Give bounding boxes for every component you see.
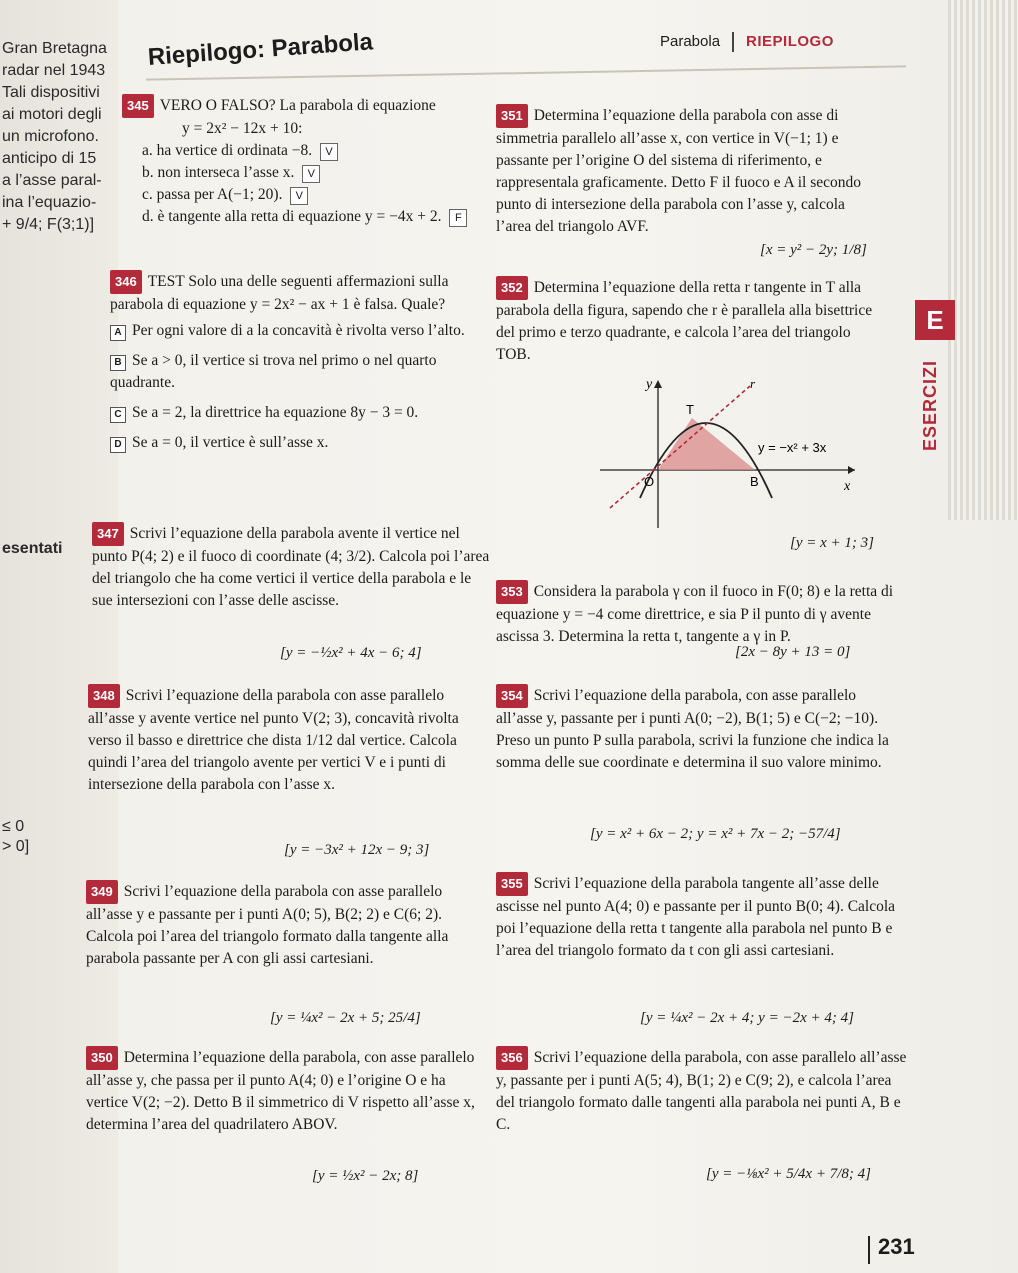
exercise-number: 356	[496, 1046, 528, 1070]
margin-fragment: ina l’equazio-	[2, 194, 97, 211]
exercise-intro: TEST Solo una delle seguenti affermazioni sulla parabola di equazione y = 2x² − ax + 1 è falsa. Quale?	[110, 273, 449, 313]
exercise-number: 345	[122, 94, 154, 118]
exercise-number: 355	[496, 872, 528, 896]
option[interactable]: A Per ogni valore di a la concavità è rivolta verso l’alto.	[110, 320, 485, 342]
point-T-label: T	[686, 402, 694, 417]
margin-fragment: Tali dispositivi	[2, 84, 100, 101]
exercise-350	[86, 1046, 486, 1136]
margin-fragment: Gran Bretagna	[2, 40, 107, 57]
margin-fragment: radar nel 1943	[2, 62, 106, 79]
margin-fragment: ≤ 0	[2, 818, 25, 835]
line-r-label: r	[750, 378, 756, 391]
exercise-number: 351	[496, 104, 528, 128]
running-header	[660, 32, 834, 52]
exercise-text: Determina l’equazione della parabola con asse di simmetria parallelo all’asse x, con vertice in V(−1; 1) e passante per l’origine O del sistema di riferimento, e rappresentala graficamente. Detto F il fuoco e A il secondo punto di intersezione della parabola con l’asse y, calcola l’area del triangolo AVF.	[496, 107, 861, 235]
margin-fragment: > 0]	[2, 838, 30, 855]
true-checkbox[interactable]: V	[320, 143, 338, 161]
answer: [y = ¼x² − 2x + 5; 25/4]	[270, 1010, 421, 1026]
exercise-text: Determina l’equazione della parabola, con asse parallelo all’asse y, che passa per il punto A(4; 0) e l’origine O e ha vertice V(2; −2). Detto B il simmetrico di V rispetto all’asse x, determina l’area del quadrilatero ABOV.	[86, 1049, 475, 1133]
exercise-text: Scrivi l’equazione della parabola, con asse parallelo all’asse y, passante per i punti A(5; 4), B(1; 2) e C(9; 2), e calcola l’area del triangolo formato dalle tangenti alla parabola nei punti A, B e C.	[496, 1049, 907, 1133]
answer: [y = x + 1; 3]	[790, 535, 874, 551]
true-checkbox[interactable]: V	[290, 187, 308, 205]
statement-item: a. ha vertice di ordinata −8. V	[122, 140, 492, 162]
statement-item: d. è tangente alla retta di equazione y = −4x + 2. F	[122, 206, 492, 228]
answer: [y = ½x² − 2x; 8]	[312, 1168, 419, 1184]
exercise-349	[86, 880, 486, 970]
header-section: Parabola	[660, 32, 721, 50]
answer: [y = −3x² + 12x − 9; 3]	[284, 842, 430, 858]
side-tab	[915, 350, 955, 470]
exercise-number: 347	[92, 522, 124, 546]
answer: [2x − 8y + 13 = 0]	[735, 644, 851, 660]
page-number: 231	[878, 1234, 915, 1259]
x-axis-label: x	[844, 479, 851, 494]
exercise-text: Determina l’equazione della retta r tangente in T alla parabola della figura, sapendo che r è parallela alla bisettrice del primo e terzo quadrante, e calcola l’area del triangolo TOB.	[496, 279, 873, 363]
margin-fragment: a l’asse paral-	[2, 172, 102, 189]
exercise-text: Scrivi l’equazione della parabola tangente all’asse delle ascisse nel punto A(4; 0) e passante per il punto B(0; 4). Calcola poi l’equazione della retta t tangente alla parabola nel punto B e l’area del triangolo formato da t con gli assi cartesiani.	[496, 875, 896, 959]
option[interactable]: D Se a = 0, il vertice è sull’asse x.	[110, 432, 485, 454]
exercise-text: Scrivi l’equazione della parabola avente il vertice nel punto P(4; 2) e il fuoco di coordinate (4; 3/2). Calcola poi l’area del triangolo che ha come vertici il vertice della parabola e le sue intersezioni con l’asse delle ascisse.	[92, 525, 490, 609]
exercise-number: 353	[496, 580, 528, 604]
exercise-345	[122, 94, 492, 228]
margin-fragment: un microfono.	[2, 128, 99, 145]
false-checkbox[interactable]: F	[449, 209, 467, 227]
exercise-348	[88, 684, 488, 796]
exercise-356	[496, 1046, 908, 1136]
answer: [y = ¼x² − 2x + 4; y = −2x + 4; 4]	[640, 1010, 854, 1026]
margin-fragment: esentati	[2, 540, 63, 557]
page-edges	[948, 0, 1018, 520]
true-checkbox[interactable]: V	[302, 165, 320, 183]
point-O-label: O	[644, 474, 655, 489]
exercise-352	[496, 276, 886, 366]
header-category: RIEPILOGO	[746, 32, 834, 50]
answer: [y = −⅛x² + 5/4x + 7/8; 4]	[706, 1166, 871, 1182]
exercise-number: 354	[496, 684, 528, 708]
page-title: Riepilogo: Parabola	[147, 28, 374, 71]
exercise-353	[496, 580, 896, 648]
point-B-label: B	[750, 474, 759, 489]
margin-fragment: ai motori degli	[2, 106, 102, 123]
side-tab-label: ESERCIZI	[920, 359, 941, 452]
answer: [y = x² + 6x − 2; y = x² + 7x − 2; −57/4]	[590, 826, 841, 842]
exercise-351	[496, 104, 881, 238]
exercise-text: Scrivi l’equazione della parabola con asse parallelo all’asse y e passante per i punti A(0; 5), B(2; 2) e C(6; 2). Calcola poi l’area del triangolo formato dalla tangente alla parabola passante per A con gli assi cartesiani.	[86, 883, 449, 967]
exercise-text: Scrivi l’equazione della parabola con asse parallelo all’asse y avente vertice nel punto V(2; 3), concavità rivolta verso il basso e direttrice che dista 1/12 dal vertice. Calcola quindi l’area del triangolo avente per vertici V e i punti di intersezione della parabola con l’asse x.	[88, 687, 459, 793]
answer: [y = −½x² + 4x − 6; 4]	[280, 645, 422, 661]
exercise-equation: y = 2x² − 12x + 10:	[182, 120, 303, 137]
statement-item: b. non interseca l’asse x. V	[122, 162, 492, 184]
answer: [x = y² − 2y; 1/8]	[760, 242, 867, 258]
statement-item: c. passa per A(−1; 20). V	[122, 184, 492, 206]
parabola-figure	[600, 378, 860, 528]
exercise-number: 352	[496, 276, 528, 300]
title-divider	[146, 65, 906, 80]
exercise-355	[496, 872, 908, 962]
curve-equation-label: y = −x² + 3x	[758, 440, 827, 455]
option[interactable]: B Se a > 0, il vertice si trova nel primo o nel quarto quadrante.	[110, 352, 437, 391]
option[interactable]: C Se a = 2, la direttrice ha equazione 8y − 3 = 0.	[110, 402, 485, 424]
exercise-346	[110, 270, 485, 454]
margin-fragment: + 9/4; F(3;1)]	[2, 216, 95, 233]
exercise-number: 350	[86, 1046, 118, 1070]
margin-fragment: anticipo di 15	[2, 150, 97, 167]
tangent-line-r	[610, 386, 750, 508]
exercise-354	[496, 684, 904, 774]
y-axis-label: y	[646, 378, 653, 392]
side-tab-letter: E	[915, 300, 955, 340]
exercise-number: 349	[86, 880, 118, 904]
exercise-number: 346	[110, 270, 142, 294]
exercise-intro: VERO O FALSO? La parabola di equazione	[159, 97, 436, 114]
exercise-text: Considera la parabola γ con il fuoco in F(0; 8) e la retta di equazione y = −4 come direttrice, e sia P il punto di γ avente ascissa 3. Determina la retta t, tangente a γ in P.	[496, 583, 894, 645]
exercise-number: 348	[88, 684, 120, 708]
exercise-text: Scrivi l’equazione della parabola, con asse parallelo all’asse y, passante per i punti A(0; −2), B(1; 5) e C(−2; −10). Preso un punto P sulla parabola, scrivi la funzione che indica la somma delle sue coordinate e determina il suo valore minimo.	[496, 687, 889, 771]
exercise-347	[92, 522, 490, 612]
